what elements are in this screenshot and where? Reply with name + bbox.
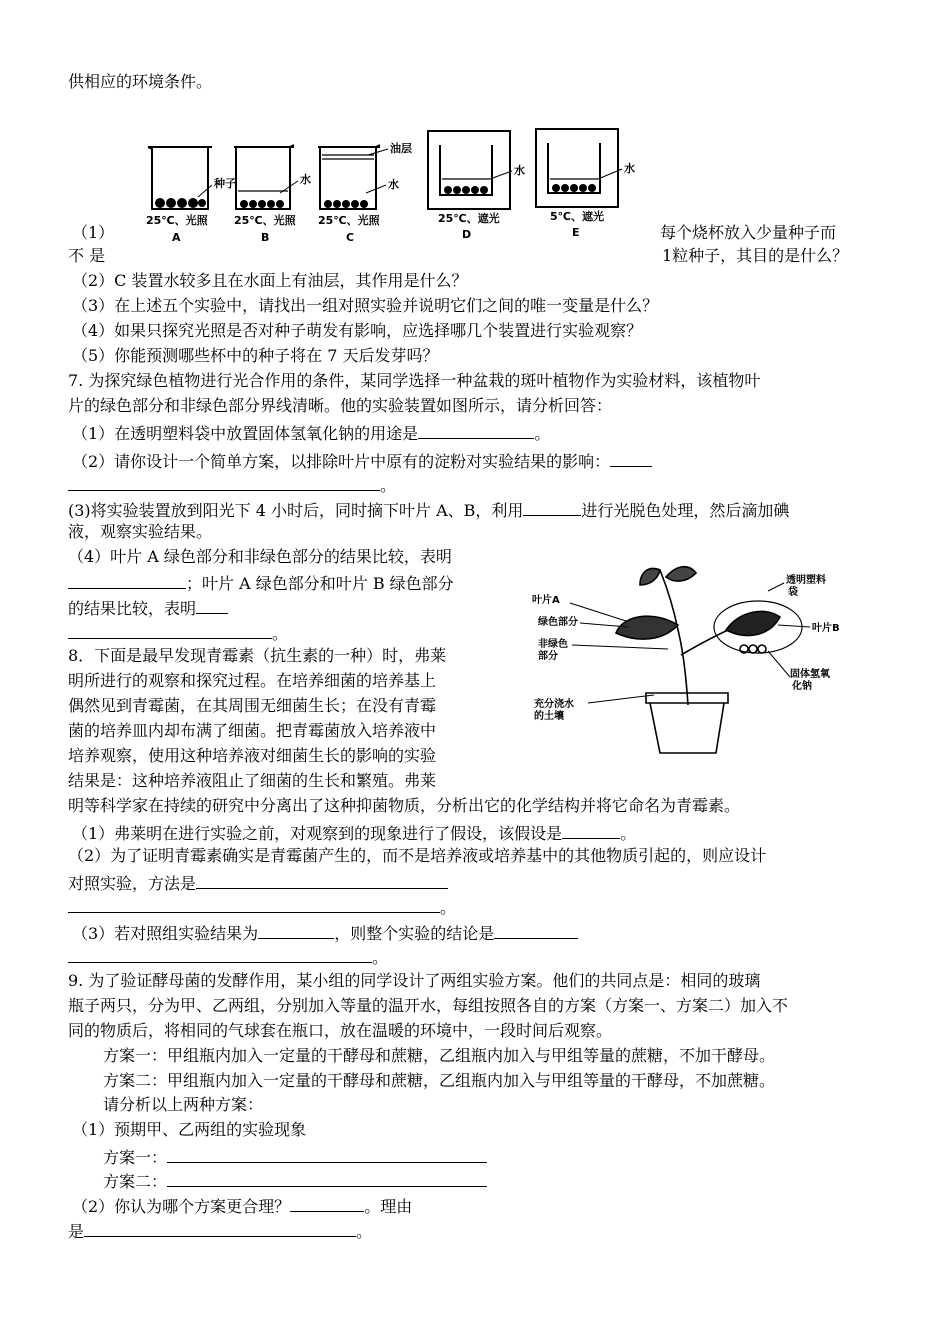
text-span: 的结果比较，表明 (68, 599, 197, 618)
condition-d: 25℃、遮光 (438, 212, 500, 225)
answer-blank[interactable] (68, 944, 372, 963)
text-line: 偶然见到青霉菌，在其周围无细菌生长；在没有青霉 (68, 696, 437, 715)
answer-blank[interactable] (290, 1193, 364, 1212)
text-line (72, 1193, 412, 1218)
answer-blank[interactable] (196, 595, 228, 614)
text-span: 。 (380, 476, 397, 495)
text-line: 供相应的环境条件。 (68, 72, 213, 91)
text-line: （1） (72, 223, 115, 242)
answer-blank[interactable] (68, 472, 380, 491)
text-line: 明等科学家在持续的研究中分离出了这种抑菌物质，分析出它的化学结构并将它命名为青霉素。 (68, 796, 741, 815)
text-line (68, 570, 454, 595)
text-line: 培养观察，使用这种培养液对细菌生长的影响的实验 (68, 746, 437, 765)
bag-label-1: 透明塑料 (786, 575, 826, 586)
answer-blank[interactable] (84, 1218, 356, 1237)
text-line: 同的物质后，将相同的气球套在瓶口，放在温暖的环境中，一段时间后观察。 (68, 1021, 613, 1040)
text-line: 请分析以上两种方案： (103, 1095, 264, 1114)
text-line: （4）如果只探究光照是否对种子萌发有影响，应选择哪几个装置进行实验观察？ (72, 321, 643, 340)
seed-label: 种子 (214, 177, 236, 190)
naoh-label-1: 固体氢氧 (790, 669, 830, 680)
text-line: 液，观察实验结果。 (68, 522, 213, 541)
text-span: （2）你认为哪个方案更合理？ (72, 1197, 291, 1216)
text-line: （3）在上述五个实验中，请找出一组对照实验并说明它们之间的唯一变量是什么？ (72, 296, 659, 315)
text-line: 8．下面是最早发现青霉素（抗生素的一种）时，弗莱 (68, 646, 447, 665)
text-line: （2）C 装置水较多且在水面上有油层，其作用是什么？ (72, 271, 468, 290)
beaker-label-b: B (261, 231, 270, 244)
text-line: （1）预期甲、乙两组的实验现象 (72, 1120, 307, 1139)
text-line: 方案二：甲组瓶内加入一定量的干酵母和蔗糖，乙组瓶内加入与甲组等量的干酵母，不加蔗糖。 (103, 1071, 776, 1090)
answer-blank[interactable] (494, 920, 578, 939)
text-span: 。理由 (364, 1197, 413, 1216)
text-line: 菌的培养皿内却布满了细菌。把青霉菌放入培养液中 (68, 721, 437, 740)
text-span: （2）请你设计一个简单方案，以排除叶片中原有的淀粉对实验结果的影响： (72, 452, 611, 471)
text-line: 明所进行的观察和探究过程。在培养细菌的培养基上 (68, 671, 437, 690)
text-span: 进行光脱色处理，然后滴加碘 (581, 501, 790, 520)
text-span: 。 (356, 1222, 373, 1241)
text-line (68, 944, 388, 969)
condition-e: 5℃、遮光 (550, 210, 604, 223)
beaker-experiment-figure (140, 125, 650, 245)
non-green-label-1: 非绿色 (538, 639, 568, 650)
text-line: 1粒种子，其目的是什么？ (662, 246, 849, 265)
text-span: ，则整个实验的结论是 (334, 924, 495, 943)
leaf-b-label: 叶片B (812, 623, 840, 634)
text-span: 方案一： (103, 1148, 168, 1167)
text-line: 不 是 (68, 246, 106, 265)
water-label-c: 水 (388, 178, 399, 191)
text-line: （4）叶片 A 绿色部分和非绿色部分的结果比较，表明 (68, 547, 452, 566)
text-line: 结果是：这种培养液阻止了细菌的生长和繁殖。弗莱 (68, 771, 437, 790)
answer-blank[interactable] (523, 497, 581, 516)
condition-a: 25℃、光照 (146, 214, 208, 227)
answer-blank[interactable] (68, 570, 186, 589)
condition-b: 25℃、光照 (234, 214, 296, 227)
answer-blank[interactable] (610, 448, 652, 467)
beaker-label-d: D (462, 228, 472, 241)
soil-label-1: 充分浇水 (534, 699, 574, 710)
text-line: 7. 为探究绿色植物进行光合作用的条件，某同学选择一种盆栽的斑叶植物作为实验材料，该植物叶 (68, 371, 761, 390)
leaf-a-label: 叶片A (532, 595, 560, 606)
text-line (103, 1168, 487, 1193)
text-span: 是 (68, 1222, 85, 1241)
text-line: 片的绿色部分和非绿色部分界线清晰。他的实验装置如图所示，请分析回答： (68, 396, 613, 415)
text-span: 。 (534, 424, 551, 443)
text-line (68, 894, 456, 919)
water-label-b: 水 (300, 173, 311, 186)
condition-c: 25℃、光照 (318, 214, 380, 227)
text-line: 每个烧杯放入少量种子而 (660, 223, 837, 242)
text-line: 9. 为了验证酵母菌的发酵作用，某小组的同学设计了两组实验方案。他们的共同点是：相同的玻璃 (68, 971, 761, 990)
text-span: （3）若对照组实验结果为 (72, 924, 259, 943)
text-line (68, 620, 288, 645)
text-span: ；叶片 A 绿色部分和叶片 B 绿色部分 (186, 574, 454, 593)
answer-blank[interactable] (167, 1144, 487, 1163)
text-line (68, 472, 396, 497)
text-span: 。 (440, 898, 457, 917)
answer-blank[interactable] (167, 1168, 487, 1187)
water-label-e: 水 (624, 162, 635, 175)
text-line (72, 448, 652, 473)
water-label-d: 水 (514, 164, 525, 177)
naoh-label-2: 化钠 (792, 681, 812, 692)
text-span: （1）在透明塑料袋中放置固体氢氧化钠的用途是 (72, 424, 419, 443)
answer-blank[interactable] (68, 894, 440, 913)
soil-label-2: 的土壤 (534, 711, 564, 722)
text-line (68, 497, 789, 522)
answer-blank[interactable] (196, 870, 448, 889)
text-line: （2）为了证明青霉素确实是青霉菌产生的，而不是培养液或培养基中的其他物质引起的，则应设计 (68, 846, 767, 865)
text-line (68, 1218, 372, 1243)
text-line (72, 420, 550, 445)
beaker-label-e: E (572, 226, 580, 239)
text-span: 。 (272, 624, 289, 643)
beaker-label-a: A (172, 231, 181, 244)
text-line (68, 595, 228, 620)
answer-blank[interactable] (258, 920, 334, 939)
text-line: 方案一：甲组瓶内加入一定量的干酵母和蔗糖，乙组瓶内加入与甲组等量的蔗糖，不加干酵母。 (103, 1046, 776, 1065)
answer-blank[interactable] (562, 820, 620, 839)
text-line (103, 1144, 487, 1169)
text-span: (3)将实验装置放到阳光下 4 小时后，同时摘下叶片 A、B，利用 (68, 501, 524, 520)
text-line (72, 820, 636, 845)
answer-blank[interactable] (68, 620, 272, 639)
text-line (68, 870, 448, 895)
plant-experiment-figure (528, 555, 888, 765)
beaker-label-c: C (346, 231, 355, 244)
green-part-label: 绿色部分 (538, 617, 578, 628)
bag-label-2: 袋 (788, 587, 798, 598)
text-span: 。 (372, 948, 389, 967)
text-span: 方案二： (103, 1172, 168, 1191)
text-span: 。 (620, 824, 637, 843)
text-span: （1）弗莱明在进行实验之前，对观察到的现象进行了假设，该假设是 (72, 824, 563, 843)
text-line: 瓶子两只，分为甲、乙两组，分别加入等量的温开水，每组按照各自的方案（方案一、方案二）加入不 (68, 996, 789, 1015)
answer-blank[interactable] (418, 420, 534, 439)
text-span: 对照实验，方法是 (68, 874, 197, 893)
text-line: （5）你能预测哪些杯中的种子将在 7 天后发芽吗？ (72, 346, 439, 365)
oil-label: 油层 (390, 142, 412, 155)
text-line (72, 920, 578, 945)
non-green-label-2: 部分 (538, 651, 558, 662)
